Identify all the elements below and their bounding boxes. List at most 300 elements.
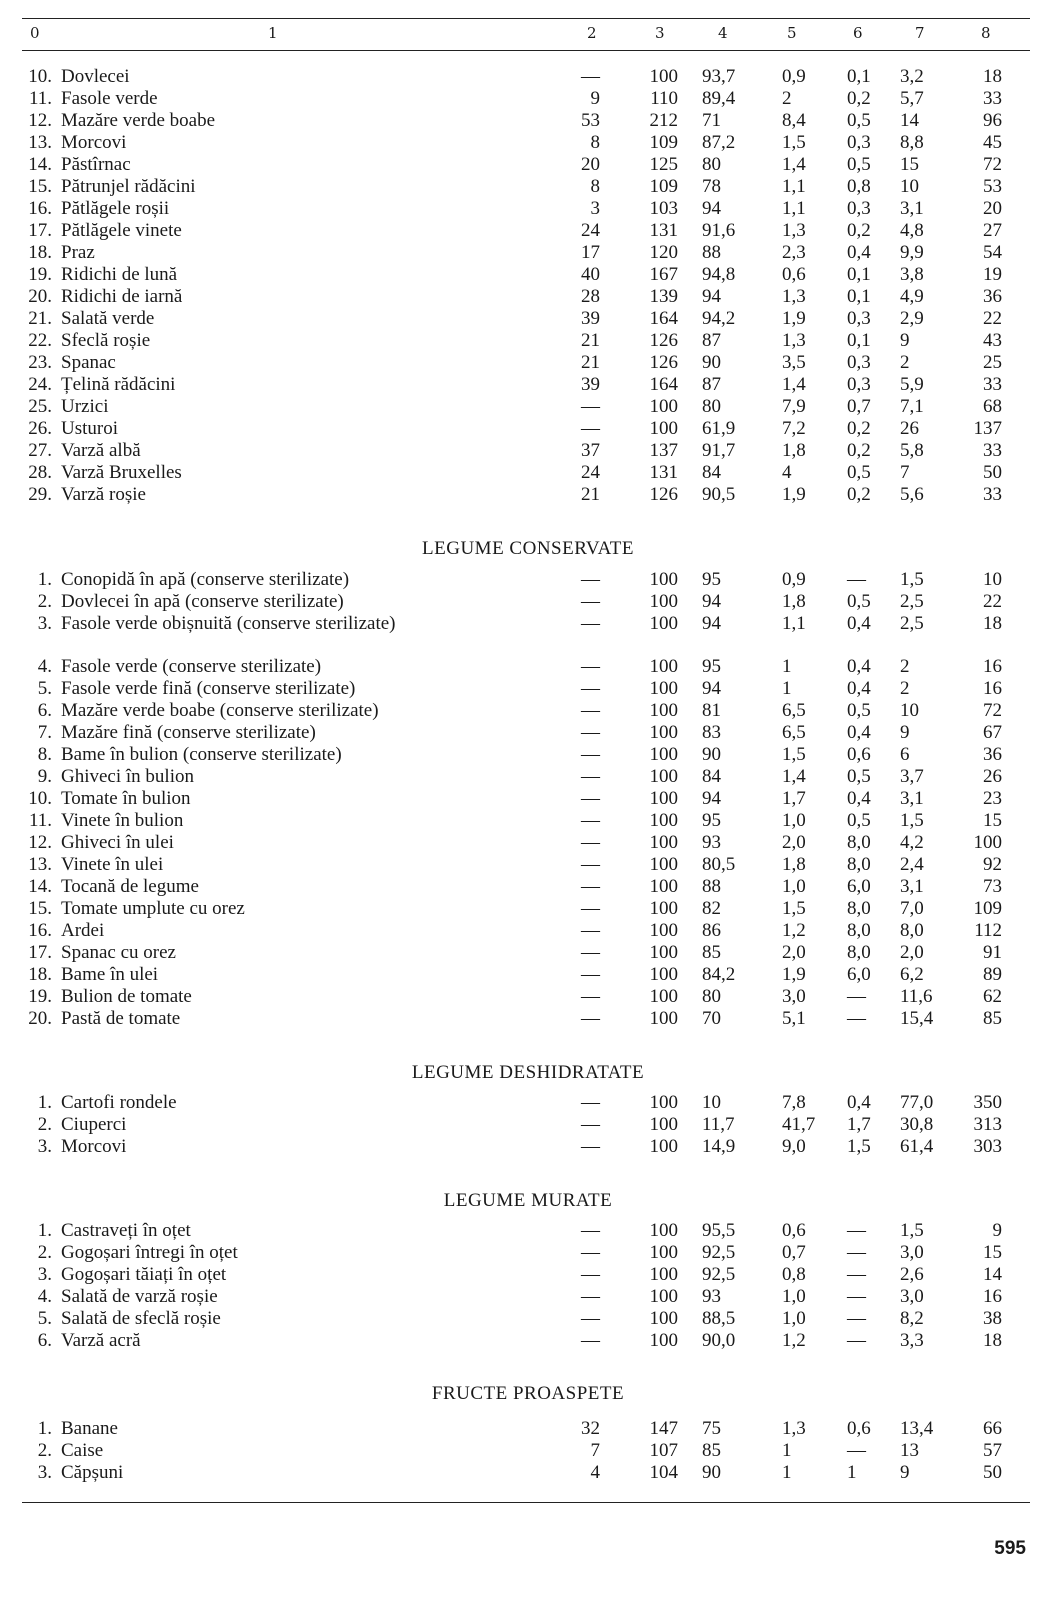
cell-value: 7,2 (782, 418, 806, 439)
row-number: 8. (37, 744, 52, 765)
cell-value: 109 (649, 176, 678, 197)
row-number: 2. (37, 1440, 52, 1461)
item-name: Păstîrnac (61, 154, 131, 175)
cell-value: 1,5 (900, 810, 924, 831)
cell-value: — (847, 1264, 866, 1285)
cell-value: 0,9 (782, 66, 806, 87)
table-row (0, 1264, 1056, 1286)
item-name: Ridichi de iarnă (61, 286, 183, 307)
row-number: 5. (37, 1308, 52, 1329)
cell-value: 126 (649, 330, 678, 351)
row-number: 29. (28, 484, 52, 505)
cell-value: 1,3 (782, 330, 806, 351)
cell-value: 100 (649, 613, 678, 634)
cell-value: 3,0 (900, 1286, 924, 1307)
cell-value: 2,5 (900, 613, 924, 634)
item-name: Fasole verde fină (conserve sterilizate) (61, 678, 356, 699)
cell-value: 100 (649, 810, 678, 831)
cell-value: 8,0 (847, 854, 871, 875)
cell-value: 20 (581, 154, 600, 175)
cell-value: 9,0 (782, 1136, 806, 1157)
cell-value: 39 (581, 308, 600, 329)
cell-value: 1,5 (900, 1220, 924, 1241)
table-row (0, 722, 1056, 744)
cell-value: 1,4 (782, 374, 806, 395)
cell-value: 94,2 (702, 308, 736, 329)
cell-value: 0,2 (847, 88, 871, 109)
cell-value: 5,8 (900, 440, 924, 461)
table-row (0, 832, 1056, 854)
cell-value: 1,8 (782, 591, 806, 612)
cell-value: 21 (581, 484, 600, 505)
cell-value: 93,7 (702, 66, 736, 87)
item-name: Vinete în bulion (61, 810, 184, 831)
cell-value: 9 (900, 722, 910, 743)
col-header: 4 (718, 24, 728, 42)
cell-value: 70 (702, 1008, 721, 1029)
cell-value: 100 (649, 854, 678, 875)
cell-value: 0,5 (847, 110, 871, 131)
cell-value: — (581, 810, 600, 831)
table-row (0, 308, 1056, 330)
item-name: Conopidă în apă (conserve sterilizate) (61, 569, 350, 590)
cell-value: 131 (649, 220, 678, 241)
column-header-row (0, 20, 1056, 48)
cell-value: 68 (983, 396, 1002, 417)
cell-value: 95 (702, 656, 721, 677)
cell-value: 6,0 (847, 876, 871, 897)
cell-value: 0,5 (847, 810, 871, 831)
cell-value: 95 (702, 569, 721, 590)
cell-value: 61,9 (702, 418, 736, 439)
item-name: Banane (61, 1418, 118, 1439)
cell-value: 0,3 (847, 308, 871, 329)
cell-value: 2,5 (900, 591, 924, 612)
cell-value: 8,2 (900, 1308, 924, 1329)
cell-value: 88 (702, 876, 721, 897)
cell-value: 30,8 (900, 1114, 934, 1135)
cell-value: 0,8 (782, 1264, 806, 1285)
table-row (0, 788, 1056, 810)
item-name: Pastă de tomate (61, 1008, 181, 1029)
cell-value: 5,7 (900, 88, 924, 109)
cell-value: 131 (649, 462, 678, 483)
cell-value: 5,1 (782, 1008, 806, 1029)
row-number: 1. (37, 1418, 52, 1439)
cell-value: 75 (702, 1418, 721, 1439)
row-number: 15. (28, 176, 52, 197)
cell-value: 0,4 (847, 678, 871, 699)
item-name: Praz (61, 242, 95, 263)
row-number: 2. (37, 591, 52, 612)
cell-value: 26 (983, 766, 1002, 787)
row-number: 1. (37, 1220, 52, 1241)
cell-value: 100 (649, 1286, 678, 1307)
item-name: Mazăre verde boabe (conserve sterilizate) (61, 700, 379, 721)
table-row (0, 1114, 1056, 1136)
cell-value: 21 (581, 352, 600, 373)
row-number: 14. (28, 876, 52, 897)
cell-value: 21 (581, 330, 600, 351)
cell-value: 100 (649, 1092, 678, 1113)
cell-value: 20 (983, 198, 1002, 219)
cell-value: 87,2 (702, 132, 736, 153)
item-name: Varză Bruxelles (61, 462, 182, 483)
item-name: Mazăre verde boabe (61, 110, 216, 131)
cell-value: 1,5 (782, 898, 806, 919)
item-name: Tocană de legume (61, 876, 199, 897)
cell-value: 0,3 (847, 132, 871, 153)
cell-value: 1,8 (782, 854, 806, 875)
cell-value: 1 (782, 1440, 792, 1461)
row-number: 27. (28, 440, 52, 461)
table-row (0, 1418, 1056, 1440)
cell-value: 3,7 (900, 766, 924, 787)
cell-value: 15 (983, 810, 1002, 831)
row-number: 2. (37, 1242, 52, 1263)
cell-value: 5,6 (900, 484, 924, 505)
cell-value: 126 (649, 484, 678, 505)
item-name: Ciuperci (61, 1114, 127, 1135)
cell-value: 10 (900, 176, 919, 197)
col-header: 5 (787, 24, 797, 42)
cell-value: 0,2 (847, 440, 871, 461)
cell-value: 0,2 (847, 418, 871, 439)
cell-value: 1,9 (782, 964, 806, 985)
item-name: Morcovi (61, 132, 127, 153)
section-title: FRUCTE PROASPETE (431, 1383, 625, 1404)
cell-value: 72 (983, 154, 1002, 175)
cell-value: 38 (983, 1308, 1002, 1329)
cell-value: 100 (649, 766, 678, 787)
cell-value: 94 (702, 198, 721, 219)
cell-value: 41,7 (782, 1114, 816, 1135)
cell-value: 0,3 (847, 352, 871, 373)
table-row (0, 1220, 1056, 1242)
cell-value: 91,6 (702, 220, 736, 241)
table-row (0, 352, 1056, 374)
cell-value: 3,1 (900, 788, 924, 809)
cell-value: 7,8 (782, 1092, 806, 1113)
cell-value: — (581, 613, 600, 634)
cell-value: 94 (702, 788, 721, 809)
row-number: 20. (28, 1008, 52, 1029)
cell-value: 14 (900, 110, 919, 131)
item-name: Gogoșari tăiați în oțet (61, 1264, 227, 1285)
table-row (0, 986, 1056, 1008)
cell-value: 5,9 (900, 374, 924, 395)
cell-value: 100 (649, 66, 678, 87)
cell-value: 43 (983, 330, 1002, 351)
row-number: 2. (37, 1114, 52, 1135)
cell-value: 139 (649, 286, 678, 307)
item-name: Spanac (61, 352, 116, 373)
item-name: Pătrunjel rădăcini (61, 176, 196, 197)
cell-value: — (581, 964, 600, 985)
item-name: Salată de sfeclă roșie (61, 1308, 221, 1329)
cell-value: 93 (702, 832, 721, 853)
table-row (0, 1286, 1056, 1308)
cell-value: 2 (900, 678, 910, 699)
cell-value: 1,7 (782, 788, 806, 809)
col-header: 2 (587, 24, 597, 42)
cell-value: 2 (782, 88, 792, 109)
cell-value: 100 (649, 1008, 678, 1029)
cell-value: 2,0 (782, 832, 806, 853)
cell-value: 103 (649, 198, 678, 219)
cell-value: 10 (900, 700, 919, 721)
cell-value: 0,5 (847, 591, 871, 612)
cell-value: 24 (581, 462, 600, 483)
row-number: 19. (28, 986, 52, 1007)
cell-value: 8,0 (900, 920, 924, 941)
cell-value: 33 (983, 374, 1002, 395)
cell-value: 93 (702, 1286, 721, 1307)
cell-value: — (581, 418, 600, 439)
cell-value: 23 (983, 788, 1002, 809)
cell-value: 94,8 (702, 264, 736, 285)
cell-value: — (581, 1242, 600, 1263)
cell-value: — (581, 1008, 600, 1029)
col-header: 7 (915, 24, 925, 42)
item-name: Salată verde (61, 308, 155, 329)
cell-value: — (581, 1308, 600, 1329)
cell-value: — (847, 1308, 866, 1329)
row-number: 3. (37, 1264, 52, 1285)
cell-value: 4 (590, 1462, 600, 1483)
cell-value: — (581, 722, 600, 743)
cell-value: 10 (983, 569, 1002, 590)
cell-value: 1,4 (782, 154, 806, 175)
cell-value: 0,4 (847, 242, 871, 263)
row-number: 24. (28, 374, 52, 395)
cell-value: 0,4 (847, 788, 871, 809)
cell-value: 0,9 (782, 569, 806, 590)
cell-value: 62 (983, 986, 1002, 1007)
cell-value: 24 (581, 220, 600, 241)
cell-value: 1,0 (782, 1308, 806, 1329)
cell-value: 22 (983, 591, 1002, 612)
cell-value: — (581, 876, 600, 897)
cell-value: — (581, 1114, 600, 1135)
cell-value: 100 (649, 942, 678, 963)
cell-value: 22 (983, 308, 1002, 329)
cell-value: 8,0 (847, 832, 871, 853)
table-row (0, 876, 1056, 898)
cell-value: — (581, 744, 600, 765)
cell-value: 14 (983, 1264, 1002, 1285)
cell-value: 1,3 (782, 220, 806, 241)
item-name: Salată de varză roșie (61, 1286, 218, 1307)
cell-value: — (847, 1330, 866, 1351)
table-row (0, 1242, 1056, 1264)
cell-value: 94 (702, 591, 721, 612)
cell-value: 100 (649, 678, 678, 699)
item-name: Tomate umplute cu orez (61, 898, 245, 919)
cell-value: 100 (649, 418, 678, 439)
cell-value: 32 (581, 1418, 600, 1439)
cell-value: 78 (702, 176, 721, 197)
cell-value: 0,2 (847, 220, 871, 241)
item-name: Țelină rădăcini (61, 374, 176, 395)
cell-value: 1,3 (782, 286, 806, 307)
cell-value: — (847, 1242, 866, 1263)
cell-value: 100 (649, 898, 678, 919)
cell-value: 0,1 (847, 264, 871, 285)
cell-value: 100 (649, 569, 678, 590)
cell-value: — (847, 569, 866, 590)
cell-value: — (581, 788, 600, 809)
cell-value: 100 (649, 591, 678, 612)
cell-value: — (847, 1440, 866, 1461)
cell-value: 1,5 (782, 744, 806, 765)
table-row (0, 1136, 1056, 1158)
section-title: LEGUME CONSERVATE (422, 538, 634, 559)
table-row (0, 810, 1056, 832)
cell-value: 1 (782, 1462, 792, 1483)
cell-value: 1,1 (782, 176, 806, 197)
cell-value: 2,0 (782, 942, 806, 963)
cell-value: 0,3 (847, 198, 871, 219)
cell-value: 6,2 (900, 964, 924, 985)
row-number: 1. (37, 569, 52, 590)
cell-value: 90,5 (702, 484, 736, 505)
cell-value: 8 (590, 132, 600, 153)
cell-value: 82 (702, 898, 721, 919)
cell-value: — (847, 1220, 866, 1241)
cell-value: 84 (702, 766, 721, 787)
table-row (0, 264, 1056, 286)
item-name: Vinete în ulei (61, 854, 164, 875)
cell-value: 1,0 (782, 810, 806, 831)
item-name: Morcovi (61, 1136, 127, 1157)
cell-value: 100 (649, 1242, 678, 1263)
row-number: 13. (28, 132, 52, 153)
cell-value: 100 (649, 1330, 678, 1351)
item-name: Bame în bulion (conserve sterilizate) (61, 744, 342, 765)
cell-value: 100 (649, 920, 678, 941)
cell-value: 100 (649, 396, 678, 417)
row-number: 16. (28, 198, 52, 219)
table-row (0, 66, 1056, 88)
cell-value: 109 (973, 898, 1002, 919)
row-number: 13. (28, 854, 52, 875)
item-name: Pătlăgele roșii (61, 198, 170, 219)
cell-value: 0,1 (847, 66, 871, 87)
cell-value: 0,7 (847, 396, 871, 417)
cell-value: 54 (983, 242, 1002, 263)
cell-value: 3,3 (900, 1330, 924, 1351)
cell-value: 4,2 (900, 832, 924, 853)
cell-value: 112 (974, 920, 1002, 941)
cell-value: 89,4 (702, 88, 736, 109)
cell-value: 80,5 (702, 854, 736, 875)
table-row (0, 374, 1056, 396)
cell-value: 87 (702, 374, 721, 395)
table-row (0, 656, 1056, 678)
table-row (0, 920, 1056, 942)
item-name: Ridichi de lună (61, 264, 178, 285)
cell-value: 7,0 (900, 898, 924, 919)
table-row (0, 132, 1056, 154)
cell-value: 16 (983, 678, 1002, 699)
table-row (0, 110, 1056, 132)
cell-value: — (581, 656, 600, 677)
row-number: 10. (28, 788, 52, 809)
cell-value: — (581, 1092, 600, 1113)
cell-value: 125 (649, 154, 678, 175)
cell-value: 15,4 (900, 1008, 934, 1029)
section-title: LEGUME DESHIDRATATE (411, 1062, 645, 1083)
cell-value: 14,9 (702, 1136, 736, 1157)
cell-value: — (581, 678, 600, 699)
cell-value: 100 (649, 1114, 678, 1135)
row-number: 22. (28, 330, 52, 351)
cell-value: 0,7 (782, 1242, 806, 1263)
cell-value: 9 (992, 1220, 1002, 1241)
row-number: 7. (37, 722, 52, 743)
cell-value: — (581, 832, 600, 853)
cell-value: 0,1 (847, 330, 871, 351)
cell-value: 4 (782, 462, 792, 483)
cell-value: — (581, 766, 600, 787)
cell-value: 27 (983, 220, 1002, 241)
section-rows (0, 1092, 1056, 1158)
cell-value: 110 (650, 88, 678, 109)
cell-value: 2,3 (782, 242, 806, 263)
cell-value: 0,5 (847, 154, 871, 175)
cell-value: 3,1 (900, 876, 924, 897)
cell-value: — (581, 1264, 600, 1285)
table-row (0, 1330, 1056, 1352)
cell-value: 73 (983, 876, 1002, 897)
cell-value: 18 (983, 613, 1002, 634)
table-row (0, 591, 1056, 613)
cell-value: 53 (581, 110, 600, 131)
cell-value: 1,3 (782, 1418, 806, 1439)
cell-value: 9 (590, 88, 600, 109)
cell-value: 3,2 (900, 66, 924, 87)
cell-value: 137 (973, 418, 1002, 439)
cell-value: 33 (983, 484, 1002, 505)
table-row (0, 396, 1056, 418)
table-row (0, 440, 1056, 462)
item-name: Sfeclă roșie (61, 330, 151, 351)
table-row (0, 242, 1056, 264)
section-title: LEGUME MURATE (443, 1190, 613, 1211)
cell-value: 109 (649, 132, 678, 153)
section-rows (0, 1418, 1056, 1484)
cell-value: 33 (983, 88, 1002, 109)
item-name: Ardei (61, 920, 105, 941)
cell-value: — (581, 1286, 600, 1307)
cell-value: 96 (983, 110, 1002, 131)
section-rows (0, 66, 1056, 506)
cell-value: 8 (590, 176, 600, 197)
row-number: 4. (37, 656, 52, 677)
cell-value: 147 (649, 1418, 678, 1439)
table-row (0, 942, 1056, 964)
row-number: 11. (28, 88, 52, 109)
cell-value: 8,0 (847, 942, 871, 963)
cell-value: 126 (649, 352, 678, 373)
cell-value: 36 (983, 744, 1002, 765)
cell-value: 100 (649, 744, 678, 765)
cell-value: 350 (973, 1092, 1002, 1113)
cell-value: 0,4 (847, 722, 871, 743)
row-number: 3. (37, 1136, 52, 1157)
cell-value: 36 (983, 286, 1002, 307)
